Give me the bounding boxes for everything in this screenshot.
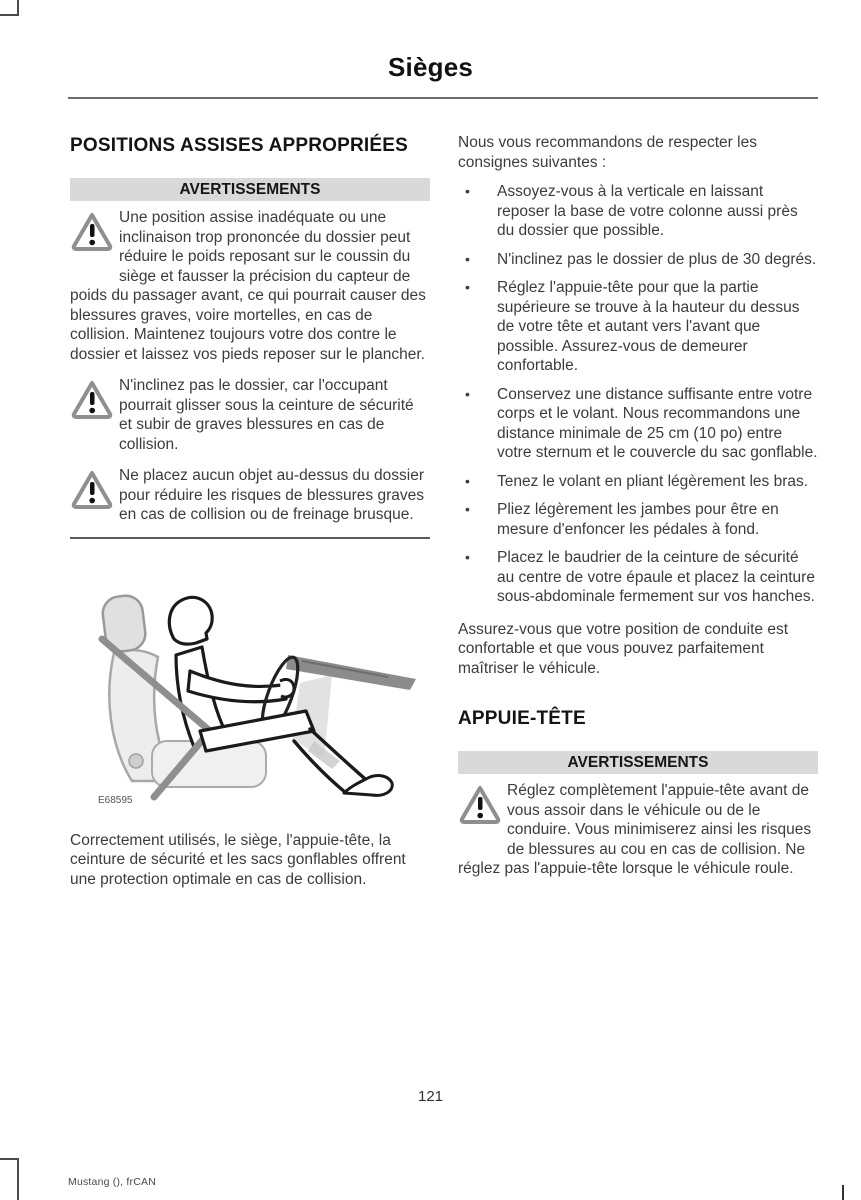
warning-text: Réglez complètement l'appuie-tête avant de vous assoir dans le véhicule ou de le conduire. Vous minimiserez ainsi les risques de blessures au cou en cas de collision. Ne réglez pas l'appuie-tête lorsque le véhicule roule. (458, 782, 812, 877)
warnings-banner: AVERTISSEMENTS (458, 751, 818, 774)
warning-triangle-icon (70, 376, 119, 435)
warning-text: N'inclinez pas le dossier, car l'occupant pourrait glisser sous la ceinture de sécurité et subir de graves blessures en cas de collision. (119, 377, 414, 453)
footer-note: Mustang (), frCAN (68, 1176, 156, 1188)
warning-triangle-icon (70, 208, 119, 267)
crop-mark-bottom-left (0, 1158, 19, 1200)
warning-triangle-icon (458, 781, 507, 840)
list-item (458, 500, 818, 539)
list-item (458, 250, 818, 270)
crop-mark-top-left (0, 0, 19, 16)
list-item-text: Assoyez-vous à la verticale en laissant reposer la base de votre colonne aussi près du dossier que possible. (497, 183, 798, 239)
warnings-box-seating (70, 178, 430, 539)
figure-caption: Correctement utilisés, le siège, l'appuie-tête, la ceinture de sécurité et les sacs gonflables offrent une protection optimale en cas de collision. (70, 831, 406, 888)
warning-text: Une position assise inadéquate ou une inclinaison trop prononcée du dossier peut réduire le poids reposant sur le coussin du siège et fausser la précision du capteur de poids du passager avant, ce qui pourrait causer des blessures graves, voire mortelles, en cas de collision. Maintenez toujours votre dos contre le dossier et laissez vos pieds reposer sur le plancher. (70, 209, 426, 363)
list-item (458, 472, 818, 492)
bullet-dot: • (465, 250, 470, 267)
warning-triangle-icon (70, 466, 119, 525)
bullet-dot: • (465, 183, 470, 199)
warning-item (70, 466, 430, 525)
section-heading-head-restraint: APPUIE-TÊTE (458, 708, 586, 729)
list-item-text: Conservez une distance suffisante entre votre corps et le volant. Nous recommandons une distance minimale de 25 cm (10 po) entre votre sternum et le couvercle du sac gonflable. (497, 385, 818, 461)
page-title: Sièges (387, 52, 474, 82)
two-column-layout (70, 133, 818, 905)
right-column (458, 133, 818, 905)
list-item (458, 182, 818, 241)
list-item-text: Réglez l'appuie-tête pour que la partie supérieure se trouve à la hauteur du dessus de votre tête et autant vers l'avant que possible. Assurez-vous de demeurer confortable. (497, 279, 800, 374)
figure-seating-position (70, 591, 430, 823)
bullet-dot: • (465, 385, 470, 402)
crop-mark-bottom-right (842, 1185, 844, 1200)
header-rule (68, 97, 818, 99)
warning-item (70, 376, 430, 454)
list-item-text: Pliez légèrement les jambes pour être en mesure d'enfoncer les pédales à fond. (497, 501, 779, 538)
section-heading-seating-positions: POSITIONS ASSISES APPROPRIÉES (70, 135, 409, 156)
seating-position-illustration (88, 591, 418, 805)
page-number: 121 (417, 1088, 444, 1105)
warning-item (70, 208, 430, 364)
intro-paragraph: Nous vous recommandons de respecter les consignes suivantes : (458, 134, 757, 171)
figure-label: E68595 (98, 794, 133, 806)
closing-paragraph: Assurez-vous que votre position de conduite est confortable et que vous pouvez parfaitement maîtriser le véhicule. (458, 620, 788, 677)
left-column (70, 133, 430, 905)
warning-text: Ne placez aucun objet au-dessus du dossier pour réduire les risques de blessures graves en cas de collision ou de freinage brusque. (119, 467, 425, 523)
bullet-dot: • (465, 549, 470, 565)
warnings-banner: AVERTISSEMENTS (70, 178, 430, 201)
list-item (458, 385, 818, 463)
list-item-text: Placez le baudrier de la ceinture de sécurité au centre de votre épaule et placez la ceinture sous-abdominale fermement sur vos hanches. (497, 549, 815, 605)
bullet-dot: • (465, 501, 470, 517)
bullet-dot: • (465, 279, 470, 295)
list-item (458, 278, 818, 376)
list-item (458, 548, 818, 607)
bullet-dot: • (465, 472, 470, 489)
list-item-text: N'inclinez pas le dossier de plus de 30 degrés. (497, 250, 817, 268)
warning-item (458, 781, 818, 879)
warnings-box-head-restraint (458, 751, 818, 879)
list-item-text: Tenez le volant en pliant légèrement les bras. (497, 472, 809, 490)
